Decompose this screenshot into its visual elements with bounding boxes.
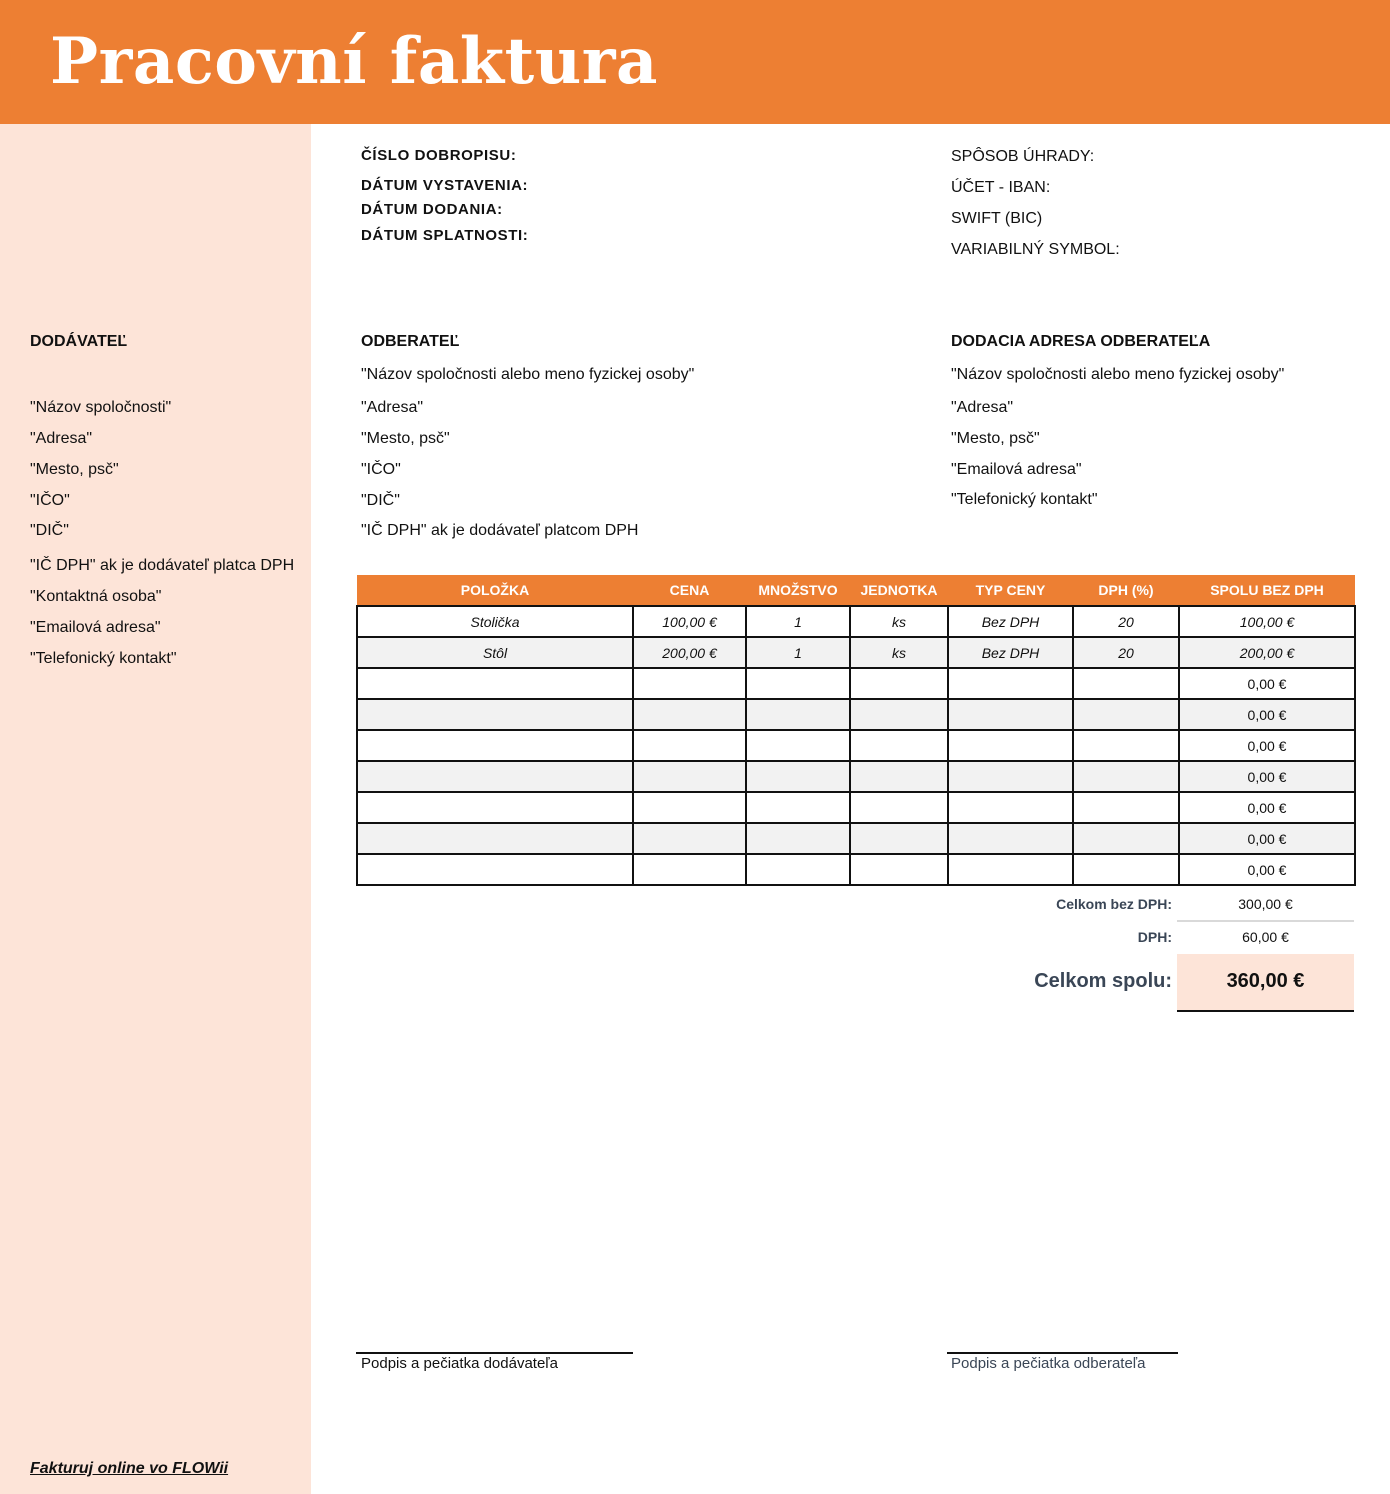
customer-line: "DIČ" [361, 492, 400, 509]
cell-total: 0,00 € [1179, 854, 1355, 885]
sidebar [0, 124, 311, 1494]
cell-price[interactable] [633, 730, 746, 761]
cell-quantity[interactable]: 1 [746, 637, 850, 668]
cell-item[interactable] [357, 668, 633, 699]
supplier-line: "Telefonický kontakt" [30, 650, 177, 667]
cell-item[interactable]: Stolička [357, 606, 633, 637]
cell-price[interactable] [633, 792, 746, 823]
customer-signature-line [947, 1352, 1178, 1354]
cell-unit[interactable]: ks [850, 637, 948, 668]
supplier-line: "Názov spoločnosti" [30, 399, 172, 416]
cell-price-type[interactable] [948, 761, 1073, 792]
table-row [357, 823, 1355, 854]
cell-vat[interactable] [1073, 668, 1179, 699]
supplier-line: "Mesto, psč" [30, 461, 119, 478]
cell-item[interactable] [357, 823, 633, 854]
cell-quantity[interactable] [746, 823, 850, 854]
cell-total: 0,00 € [1179, 668, 1355, 699]
cell-total: 0,00 € [1179, 792, 1355, 823]
supplier-line: "IČ DPH" ak je dodávateľ platca DPH [30, 557, 295, 574]
cell-vat[interactable]: 20 [1073, 606, 1179, 637]
due-date-label: DÁTUM SPLATNOSTI: [361, 227, 529, 244]
header-bar [0, 0, 1390, 124]
customer-title: ODBERATEĽ [361, 333, 460, 350]
col-header-item: POLOŽKA [357, 575, 633, 606]
cell-price[interactable] [633, 668, 746, 699]
cell-price[interactable]: 200,00 € [633, 637, 746, 668]
supplier-line: "Emailová adresa" [30, 619, 161, 636]
table-row [357, 637, 1355, 668]
cell-vat[interactable] [1073, 761, 1179, 792]
cell-unit[interactable] [850, 823, 948, 854]
cell-total: 200,00 € [1179, 637, 1355, 668]
cell-quantity[interactable] [746, 730, 850, 761]
col-header-total: SPOLU BEZ DPH [1179, 575, 1355, 606]
table-row [357, 668, 1355, 699]
cell-price-type[interactable] [948, 699, 1073, 730]
iban-label: ÚČET - IBAN: [951, 179, 1051, 196]
cell-item[interactable]: Stôl [357, 637, 633, 668]
cell-price-type[interactable] [948, 730, 1073, 761]
page-title: Pracovní faktura [50, 24, 658, 99]
cell-unit[interactable] [850, 699, 948, 730]
cell-price[interactable] [633, 823, 746, 854]
table-row [357, 699, 1355, 730]
credit-note-number-label: ČÍSLO DOBROPISU: [361, 147, 517, 164]
vat-value: 60,00 € [1242, 929, 1289, 945]
cell-total: 100,00 € [1179, 606, 1355, 637]
cell-price[interactable] [633, 761, 746, 792]
col-header-price: CENA [633, 575, 746, 606]
table-row [357, 761, 1355, 792]
cell-total: 0,00 € [1179, 730, 1355, 761]
cell-price[interactable] [633, 699, 746, 730]
table-header-row [357, 575, 1355, 606]
cell-item[interactable] [357, 699, 633, 730]
grand-total-value: 360,00 € [1226, 970, 1305, 992]
subtotal-divider [1177, 920, 1354, 922]
table-row [357, 606, 1355, 637]
items-table [356, 575, 1356, 886]
cell-price-type[interactable]: Bez DPH [948, 606, 1073, 637]
cell-price-type[interactable] [948, 668, 1073, 699]
cell-unit[interactable] [850, 730, 948, 761]
cell-total: 0,00 € [1179, 823, 1355, 854]
cell-unit[interactable]: ks [850, 606, 948, 637]
cell-unit[interactable] [850, 668, 948, 699]
delivery-line: "Telefonický kontakt" [951, 491, 1098, 508]
cell-price[interactable] [633, 854, 746, 885]
delivery-line: "Adresa" [951, 399, 1014, 416]
cell-total: 0,00 € [1179, 699, 1355, 730]
delivery-line: "Mesto, psč" [951, 430, 1040, 447]
cell-item[interactable] [357, 854, 633, 885]
subtotal-value: 300,00 € [1238, 896, 1293, 912]
supplier-line: "Kontaktná osoba" [30, 588, 162, 605]
delivery-line: "Názov spoločnosti alebo meno fyzickej osoby" [951, 366, 1285, 383]
grand-total-label: Celkom spolu: [1034, 970, 1172, 992]
cell-vat[interactable] [1073, 730, 1179, 761]
delivery-date-label: DÁTUM DODANIA: [361, 201, 503, 218]
vat-label: DPH: [1137, 929, 1172, 945]
table-row [357, 792, 1355, 823]
cell-item[interactable] [357, 792, 633, 823]
cell-quantity[interactable]: 1 [746, 606, 850, 637]
customer-line: "IČ DPH" ak je dodávateľ platcom DPH [361, 522, 639, 539]
supplier-line: "Adresa" [30, 430, 93, 447]
cell-unit[interactable] [850, 761, 948, 792]
delivery-title: DODACIA ADRESA ODBERATEĽA [951, 333, 1211, 350]
cell-price-type[interactable] [948, 792, 1073, 823]
col-header-quantity: MNOŽSTVO [746, 575, 850, 606]
supplier-title: DODÁVATEĽ [30, 333, 128, 350]
supplier-signature-line [356, 1352, 633, 1354]
table-row [357, 854, 1355, 885]
cell-vat[interactable] [1073, 823, 1179, 854]
cell-quantity[interactable] [746, 854, 850, 885]
variable-symbol-label: VARIABILNÝ SYMBOL: [951, 241, 1120, 258]
cell-quantity[interactable] [746, 761, 850, 792]
cell-price-type[interactable]: Bez DPH [948, 637, 1073, 668]
col-header-price-type: TYP CENY [948, 575, 1073, 606]
cell-price-type[interactable] [948, 854, 1073, 885]
supplier-line: "DIČ" [30, 522, 69, 539]
customer-line: "Adresa" [361, 399, 424, 416]
col-header-vat: DPH (%) [1073, 575, 1179, 606]
cell-price[interactable]: 100,00 € [633, 606, 746, 637]
customer-signature-label: Podpis a pečiatka odberateľa [951, 1355, 1146, 1372]
issue-date-label: DÁTUM VYSTAVENIA: [361, 177, 529, 194]
supplier-signature-label: Podpis a pečiatka dodávateľa [361, 1355, 559, 1372]
cell-vat[interactable] [1073, 854, 1179, 885]
cell-quantity[interactable] [746, 792, 850, 823]
cell-vat[interactable]: 20 [1073, 637, 1179, 668]
customer-line: "IČO" [361, 461, 401, 478]
cell-vat[interactable] [1073, 699, 1179, 730]
cell-total: 0,00 € [1179, 761, 1355, 792]
delivery-line: "Emailová adresa" [951, 461, 1082, 478]
table-row [357, 730, 1355, 761]
cell-unit[interactable] [850, 792, 948, 823]
cell-quantity[interactable] [746, 699, 850, 730]
col-header-unit: JEDNOTKA [850, 575, 948, 606]
payment-method-label: SPÔSOB ÚHRADY: [951, 148, 1095, 165]
supplier-line: "IČO" [30, 492, 70, 509]
flowii-link[interactable]: Fakturuj online vo FLOWii [30, 1460, 229, 1477]
cell-price-type[interactable] [948, 823, 1073, 854]
cell-vat[interactable] [1073, 792, 1179, 823]
subtotal-label: Celkom bez DPH: [1056, 896, 1172, 912]
customer-line: "Názov spoločnosti alebo meno fyzickej osoby" [361, 366, 695, 383]
swift-label: SWIFT (BIC) [951, 210, 1043, 227]
cell-item[interactable] [357, 730, 633, 761]
cell-item[interactable] [357, 761, 633, 792]
customer-line: "Mesto, psč" [361, 430, 450, 447]
cell-unit[interactable] [850, 854, 948, 885]
cell-quantity[interactable] [746, 668, 850, 699]
